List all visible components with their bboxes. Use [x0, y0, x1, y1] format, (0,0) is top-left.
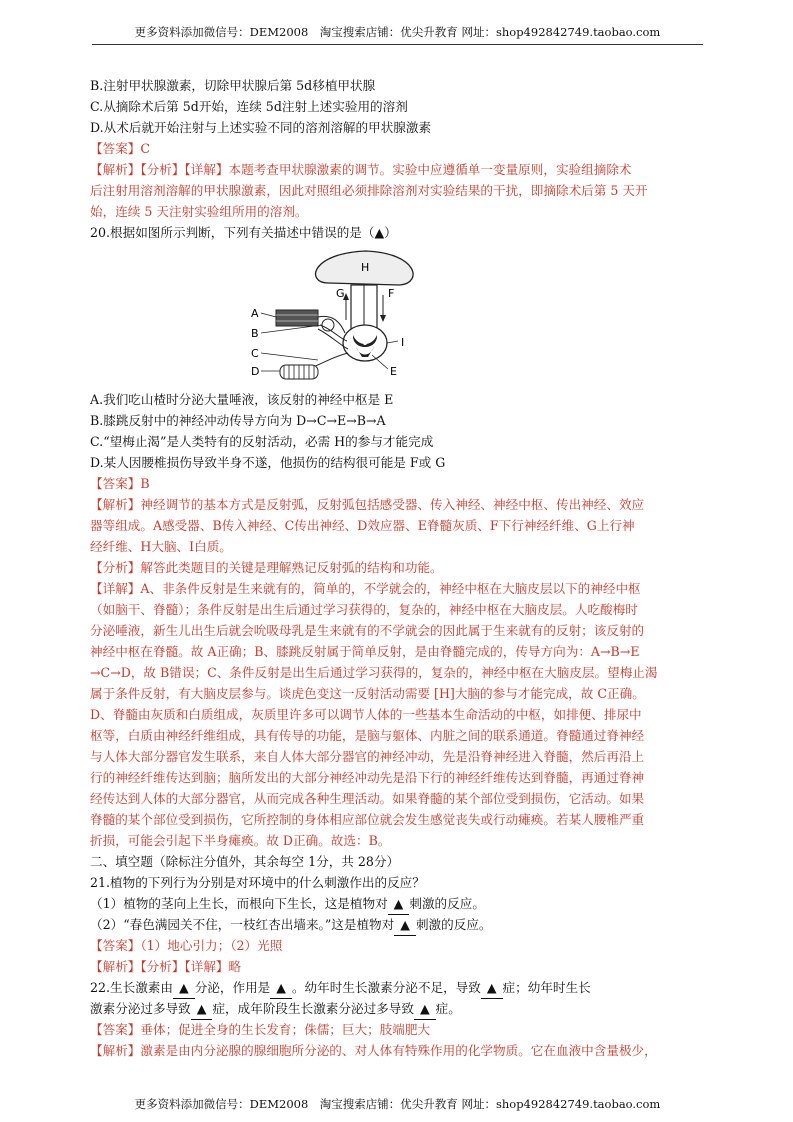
q20-analysis-line: 【解析】神经调节的基本方式是反射弧，反射弧包括感受器、传入神经、神经中枢、传出神经、效应 [90, 497, 645, 512]
q21-stem: 21.植物的下列行为分别是对环境中的什么刺激作出的反应？ [90, 875, 425, 890]
reflex-arc-figure [248, 245, 433, 390]
answer-blank: ▲ [388, 894, 410, 915]
page-header: 更多资料添加微信号：DEM2008 淘宝搜索店铺：优尖升教育 网址：shop492842749.taobao.com [92, 24, 703, 45]
q22-answer: 【答案】垂体；促进全身的生长发育；侏儒；巨大；肢端肥大 [90, 1022, 431, 1037]
q20-analysis-line: （如脑干、脊髓）；条件反射是出生后通过学习获得的，复杂的，神经中枢在大脑皮层。人吃酸梅时 [90, 602, 638, 617]
q21-part2 [90, 915, 492, 936]
q22-text: 22.生长激素由 [90, 980, 173, 995]
q22-text: 激素分泌过多导致 [90, 1001, 191, 1016]
q22-text: 症，成年阶段生长激素分泌过多导致 [212, 1001, 414, 1016]
q20-analysis-line: 枢等，白质由神经纤维组成，具有传导的功能，是脑与躯体、内脏之间的联系通道。脊髓通过脊神经 [90, 728, 645, 743]
q19-analysis-line: 【解析】【分析】【详解】本题考查甲状腺激素的调节。实验中应遵循单一变量原则，实验组摘除术 [90, 162, 632, 177]
q20-analysis-line: D、脊髓由灰质和白质组成，灰质里许多可以调节人体的一些基本生命活动的中枢，如排便、排尿中 [90, 707, 642, 722]
answer-blank: ▲ [191, 999, 213, 1020]
q21-part1-pre: （1）植物的茎向上生长，而根向下生长，这是植物对 [90, 896, 388, 911]
q20-analysis-line: 脊髓的某个部位受到损伤，它所控制的身体相应部位就会发生感觉丧失或行动瘫痪。若某人腰椎严重 [90, 812, 645, 827]
label-i: I [401, 336, 405, 349]
label-b: B [251, 327, 259, 340]
answer-blank: ▲ [270, 978, 292, 999]
q20-analysis-line: 折损，可能会引起下半身瘫痪。故 D正确。故选：B。 [90, 833, 391, 848]
q19-analysis-line: 后注射用溶剂溶解的甲状腺激素，因此对照组必须排除溶剂对实验结果的干扰，即摘除术后第 5 天开 [90, 183, 648, 198]
label-c: C [251, 347, 259, 360]
q20-analysis-line: 器等组成。A感受器、B传入神经、C传出神经、D效应器、E脊髓灰质、F下行神经纤维、G上行神 [90, 518, 635, 533]
page-footer: 更多资料添加微信号：DEM2008 淘宝搜索店铺：优尖升教育 网址：shop492842749.taobao.com [134, 1097, 661, 1111]
answer-blank: ▲ [394, 915, 416, 936]
q22-text: 症；幼年时生长 [502, 980, 591, 995]
q20-analysis-line: 【分析】解答此类题目的关键是理解熟记反射弧的结构和功能。 [90, 560, 443, 575]
q19-option-c: C.从摘除术后第 5d开始，连续 5d注射上述实验用的溶剂 [90, 99, 408, 114]
q20-analysis-line: 分泌唾液，新生儿出生后就会吮吸母乳是生来就有的不学就会的因此属于生来就有的反射；该反射的 [90, 623, 645, 638]
label-h: H [361, 261, 370, 274]
q22-analysis: 【解析】激素是由内分泌腺的腺细胞所分泌的、对人体有特殊作用的化学物质。它在血液中含量极少， [90, 1043, 657, 1058]
q21-part1 [90, 894, 485, 915]
q20-option-b: B.膝跳反射中的神经冲动传导方向为 D→C→E→B→A [90, 413, 386, 428]
q21-analysis: 【解析】【分析】【详解】略 [90, 959, 242, 974]
q20-analysis-line: 经纤维、H大脑、I白质。 [90, 539, 232, 554]
q20-analysis-line: 【详解】A、非条件反射是生来就有的，简单的，不学就会的，神经中枢在大脑皮层以下的神经中枢 [90, 581, 641, 596]
q22-text: 症。 [435, 1001, 461, 1016]
q21-answer: 【答案】（1）地心引力；（2）光照 [90, 938, 283, 953]
label-g: G [336, 287, 345, 300]
q20-option-c: C.“望梅止渴”是人类特有的反射活动，必需 H的参与才能完成 [90, 434, 434, 449]
q20-option-d: D.某人因腰椎损伤导致半身不遂，他损伤的结构很可能是 F或 G [90, 455, 446, 470]
q22-line1 [90, 978, 591, 999]
q19-analysis-line: 始，连续 5 天注射实验组所用的溶剂。 [90, 204, 308, 219]
label-e: E [390, 365, 397, 378]
label-f: F [388, 287, 395, 300]
answer-blank: ▲ [173, 978, 195, 999]
label-d: D [251, 365, 260, 378]
q20-analysis-line: 神经中枢在脊髓。故 A正确；B、膝跳反射属于简单反射，是由脊髓完成的，传导方向为：A→B→E [90, 644, 640, 659]
q22-text: 。幼年时生长激素分泌不足，导致 [291, 980, 481, 995]
q19-option-b: B.注射甲状腺激素，切除甲状腺后第 5d移植甲状腺 [90, 78, 376, 93]
q19-option-d: D.从术后就开始注射与上述实验不同的溶剂溶解的甲状腺激素 [90, 120, 432, 135]
q21-part2-pre: （2）“春色满园关不住，一枝红杏出墙来。”这是植物对 [90, 917, 395, 932]
label-a: A [251, 307, 259, 320]
q20-answer: 【答案】B [90, 476, 150, 491]
q22-line2 [90, 999, 461, 1020]
q21-part2-post: 刺激的反应。 [415, 917, 492, 932]
q19-answer: 【答案】C [90, 141, 151, 156]
q20-option-a: A.我们吃山楂时分泌大量唾液，该反射的神经中枢是 E [90, 392, 394, 407]
q21-part1-post: 刺激的反应。 [409, 896, 485, 911]
q20-analysis-line: →C→D，故 B错误；C、条件反射是出生后通过学习获得的，复杂的，神经中枢在大脑皮层。望梅止渴 [90, 665, 658, 680]
q20-analysis-line: 属于条件反射，有大脑皮层参与。谈虎色变这一反射活动需要 [H]大脑的参与才能完成，故 C正确。 [90, 686, 645, 701]
q20-analysis-line: 行的神经纤维传达到脑；脑所发出的大部分神经冲动先是沿下行的神经纤维传达到脊髓，再通过脊神 [90, 770, 645, 785]
answer-blank: ▲ [414, 999, 436, 1020]
q20-analysis-line: 经传达到人体的大部分器官，从而完成各种生理活动。如果脊髓的某个部位受到损伤，它活动。如果 [90, 791, 645, 806]
q20-stem: 20.根据如图所示判断，下列有关描述中错误的是（▲） [90, 225, 397, 240]
answer-blank: ▲ [481, 978, 503, 999]
q20-analysis-line: 与人体大部分器官发生联系，来自人体大部分器官的神经冲动，先是沿脊神经进入脊髓，然后再沿上 [90, 749, 645, 764]
q22-text: 分泌，作用是 [194, 980, 271, 995]
section-title: 二、填空题（除标注分值外，其余每空 1分，共 28分） [90, 854, 400, 869]
